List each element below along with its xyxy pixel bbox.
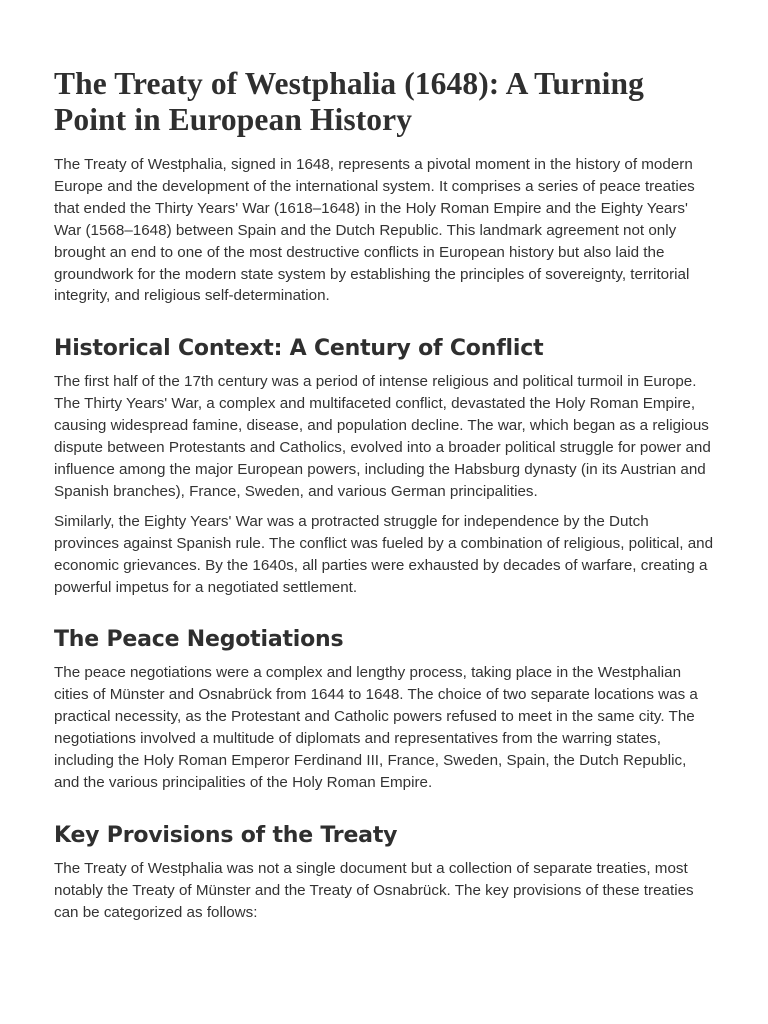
document-title: The Treaty of Westphalia (1648): A Turning Point in European History [54, 66, 644, 137]
section-heading: Historical Context: A Century of Conflict [54, 336, 544, 362]
section-heading: Key Provisions of the Treaty [54, 822, 398, 848]
section-heading: The Peace Negotiations [54, 627, 344, 653]
section-peace-negotiations [54, 626, 714, 793]
section-key-provisions [54, 822, 714, 924]
paragraph: The Treaty of Westphalia was not a single document but a collection of separate treaties, most notably the Treaty of Münster and the Treaty of Osnabrück. The key provisions of these treaties can be categorized as follows: [54, 859, 694, 921]
paragraph: Similarly, the Eighty Years' War was a protracted struggle for independence by the Dutch provinces against Spanish rule. The conflict was fueled by a combination of religious, political, and economic grievances. By the 1640s, all parties were exhausted by decades of warfare, creating a powerful impetus for a negotiated settlement. [54, 512, 714, 596]
intro-paragraph: The Treaty of Westphalia, signed in 1648, represents a pivotal moment in the history of modern Europe and the development of the international system. It comprises a series of peace treaties that ended the Thirty Years' War (1618–1648) in the Holy Roman Empire and the Eighty Years' War (1568–1648) between Spain and the Dutch Republic. This landmark agreement not only brought an end to one of the most destructive conflicts in European history but also laid the groundwork for the modern state system by establishing the principles of sovereignty, territorial integrity, and religious self-determination. [54, 156, 695, 305]
paragraph: The peace negotiations were a complex and lengthy process, taking place in the Westphalian cities of Münster and Osnabrück from 1644 to 1648. The choice of two separate locations was a practical necessity, as the Protestant and Catholic powers refused to meet in the same city. The negotiations involved a multitude of diplomats and representatives from the warring states, including the Holy Roman Emperor Ferdinand III, France, Sweden, Spain, the Dutch Republic, and the various principalities of the Holy Roman Empire. [54, 664, 698, 791]
section-historical-context [54, 335, 714, 598]
paragraph: The first half of the 17th century was a period of intense religious and political turmoil in Europe. The Thirty Years' War, a complex and multifaceted conflict, devastated the Holy Roman Empire, causing widespread famine, disease, and population decline. The war, which began as a religious dispute between Protestants and Catholics, evolved into a broader political struggle for power and influence among the major European powers, including the Habsburg dynasty (in its Austrian and Spanish branches), France, Sweden, and various German principalities. [54, 373, 711, 500]
